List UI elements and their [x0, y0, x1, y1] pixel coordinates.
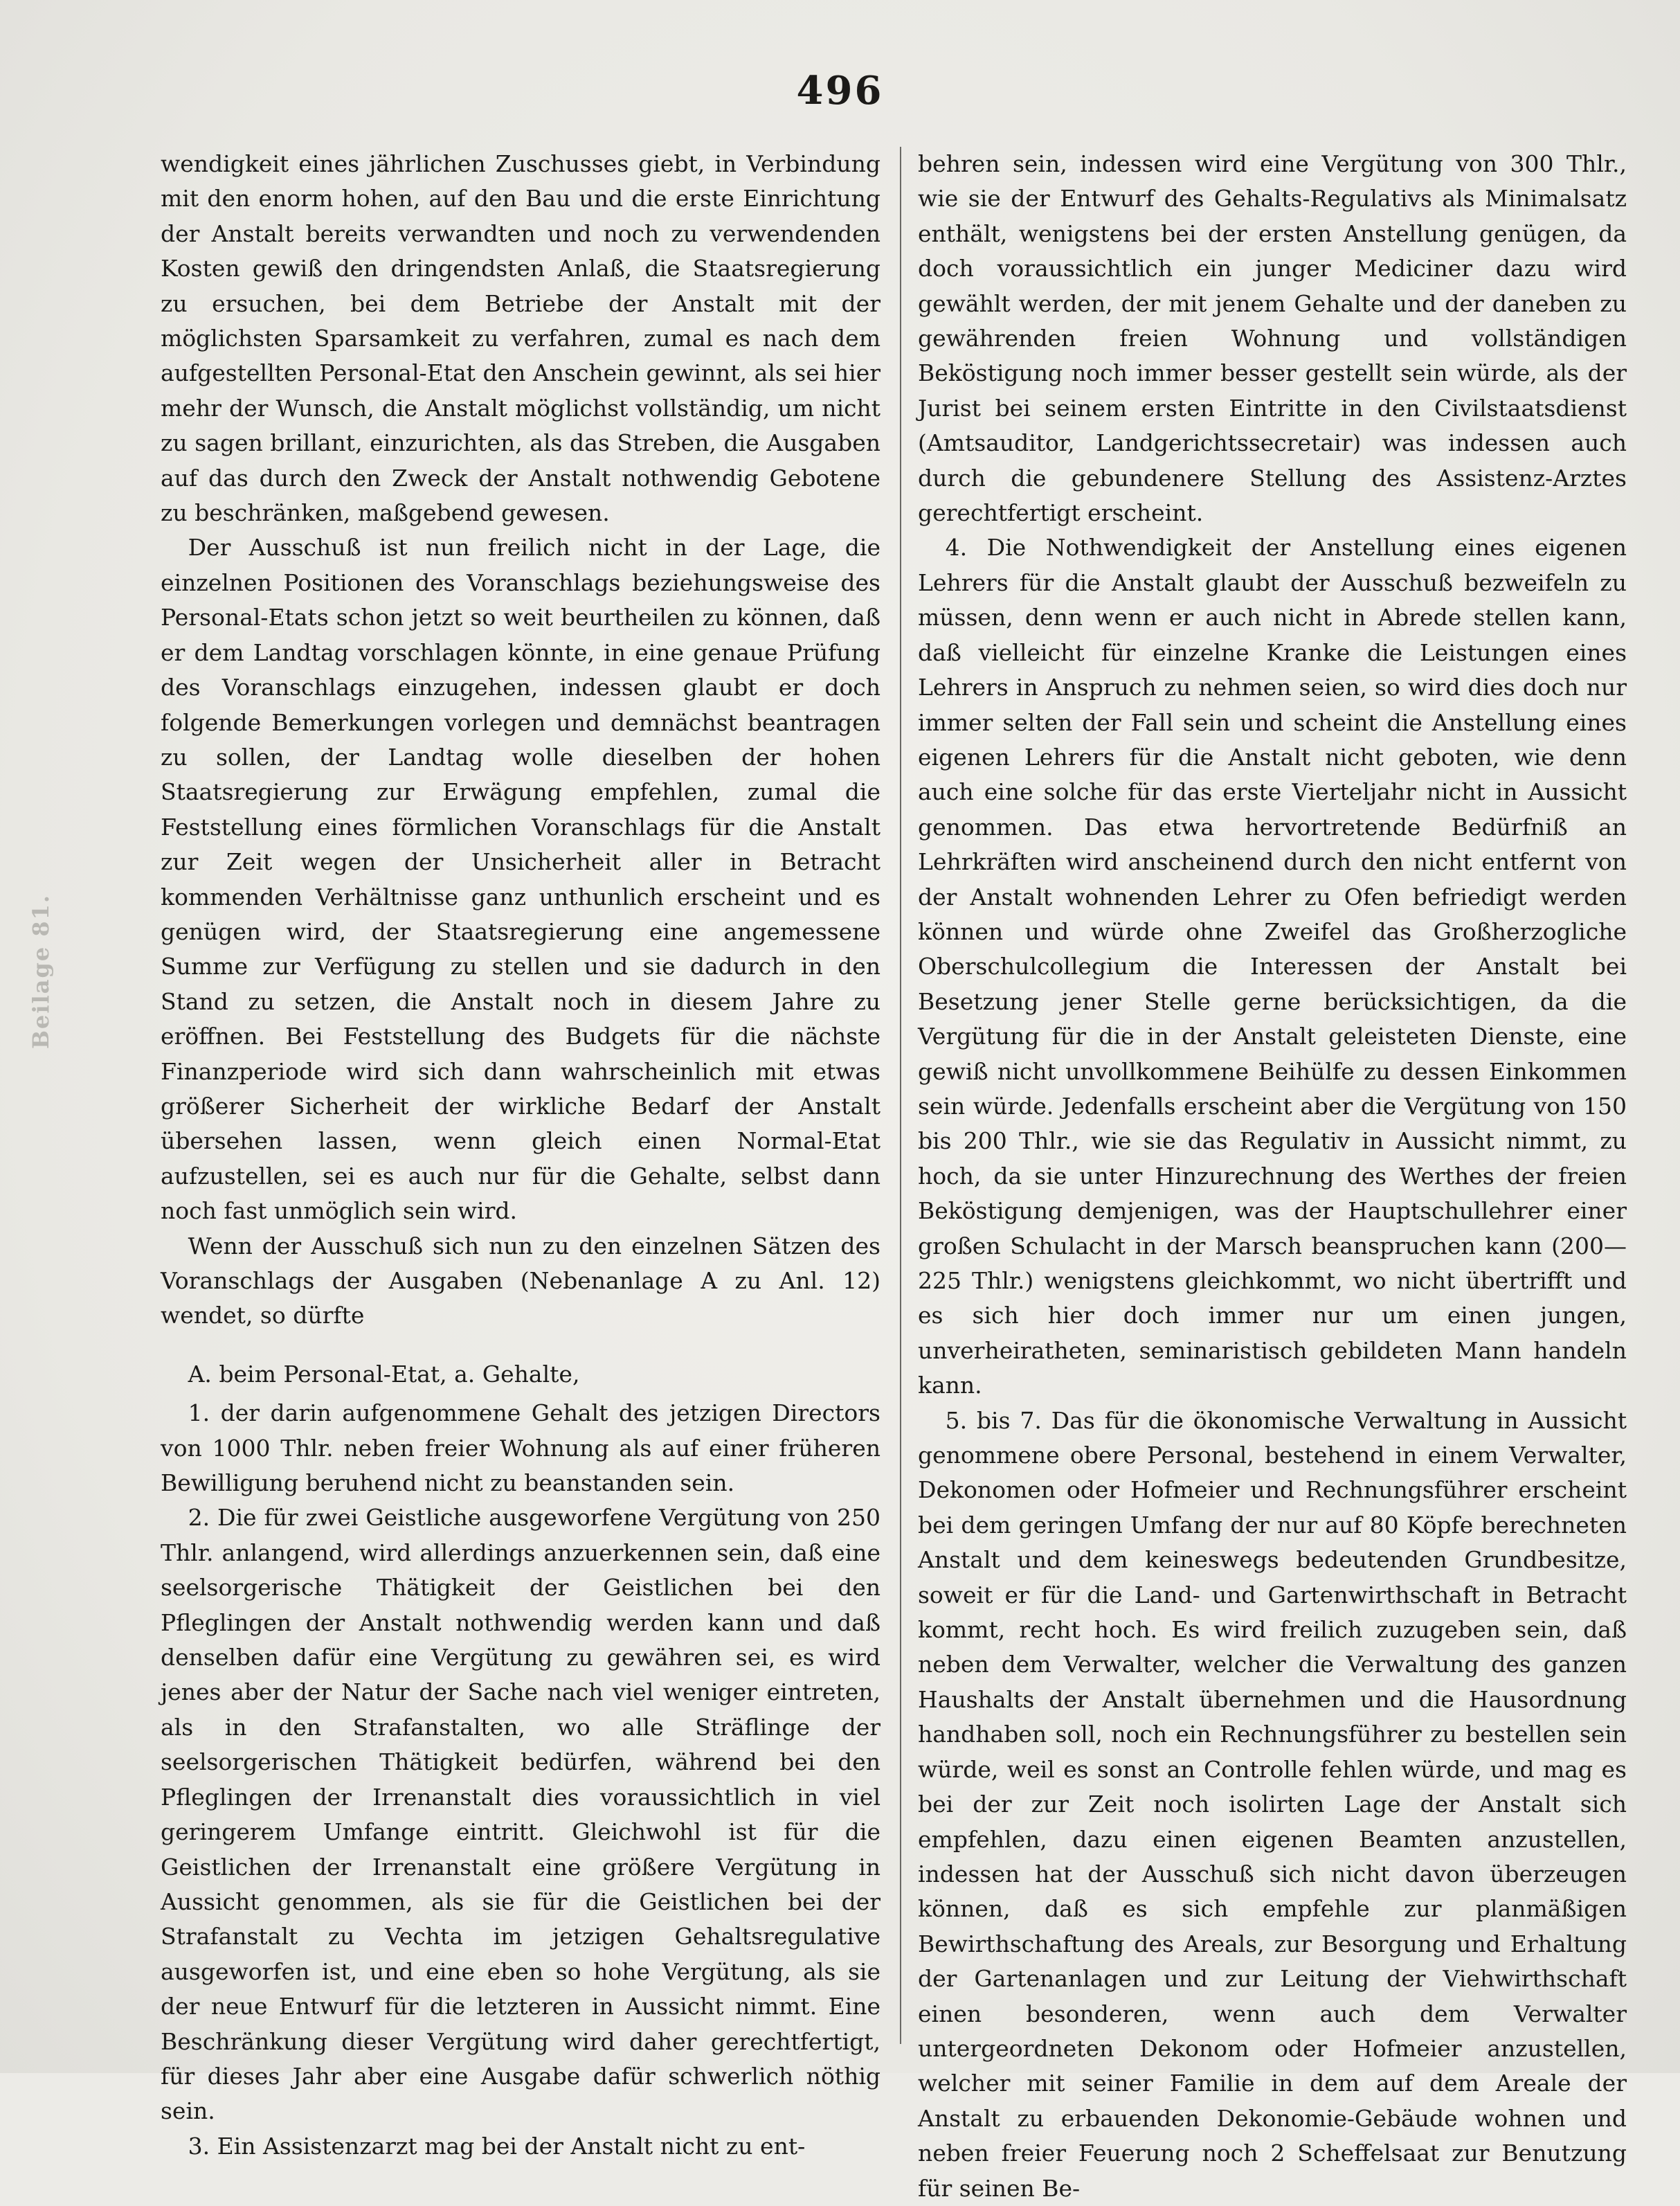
- right-column: [918, 147, 1627, 2206]
- left-column: [161, 147, 880, 2164]
- list-item: 3. Ein Assistenzarzt mag bei der Anstalt nicht zu ent-: [188, 2132, 806, 2160]
- margin-note: Beilage 81.: [28, 894, 54, 1049]
- list-item: 4. Die Nothwendigkeit der Anstellung eines eigenen Lehrers für die Anstalt glaubt der Ausschuß bezweifeln zu müssen, denn wenn er auch nicht in Abrede stellen kann, daß vielleicht für einzelne Kranke die Leistungen eines Lehrers in Anspruch zu nehmen seien, so wird dies doch nur immer selten der Fall sein und scheint die Anstellung eines eigenen Lehrers für die Anstalt nicht geboten, wie denn auch eine solche für das erste Vierteljahr nicht in Aussicht genommen. Das etwa hervortretende Bedürfniß an Lehrkräften wird anscheinend durch den nicht entfernt von der Anstalt wohnenden Lehrer zu Ofen befriedigt werden können und würde ohne Zweifel das Großherzogliche Oberschulcollegium die Interessen der Anstalt bei Besetzung jener Stelle gerne berücksichtigen, da die Vergütung für die in der Anstalt geleisteten Dienste, eine gewiß nicht unvollkommene Beihülfe zu dessen Einkommen sein würde. Jedenfalls erscheint aber die Vergütung von 150 bis 200 Thlr., wie sie das Regulativ in Aussicht nimmt, zu hoch, da sie unter Hinzurechnung des Werthes der freien Beköstigung demjenigen, was der Hauptschullehrer einer großen Schulacht in der Marsch beanspruchen kann (200—225 Thlr.) wenigstens gleichkommt, wo nicht übertrifft und es sich hier doch immer nur um einen jungen, unverheiratheten, seminaristisch gebildeten Mann handeln kann.: [918, 534, 1627, 1399]
- section-heading: A. beim Personal-Etat, a. Gehalte,: [188, 1360, 580, 1388]
- paragraph: behren sein, indessen wird eine Vergütung von 300 Thlr., wie sie der Entwurf des Gehalts-Regulativs als Minimalsatz enthält, wenigstens bei der ersten Anstellung genügen, da doch voraussichtlich ein junger Mediciner dazu wird gewählt werden, der mit jenem Gehalte und der daneben zu gewährenden freien Wohnung und vollständigen Beköstigung noch immer besser gestellt sein würde, als der Jurist bei seinem ersten Eintritte in den Civilstaatsdienst (Amtsauditor, Landgerichtssecretair) was indessen auch durch die gebundenere Stellung des Assistenz-Arztes gerechtfertigt erscheint.: [918, 150, 1627, 527]
- paragraph: Wenn der Ausschuß sich nun zu den einzelnen Sätzen des Voranschlags der Ausgaben (Nebenanlage A zu Anl. 12) wendet, so dürfte: [161, 1232, 880, 1329]
- paragraph: wendigkeit eines jährlichen Zuschusses giebt, in Verbindung mit den enorm hohen, auf den Bau und die erste Einrichtung der Anstalt bereits verwandten und noch zu verwendenden Kosten gewiß den dringendsten Anlaß, die Staatsregierung zu ersuchen, bei dem Betriebe der Anstalt mit der möglichsten Sparsamkeit zu verfahren, zumal es nach dem aufgestellten Personal-Etat den Anschein gewinnt, als sei hier mehr der Wunsch, die Anstalt möglichst vollständig, um nicht zu sagen brillant, einzurichten, als das Streben, die Ausgaben auf das durch den Zweck der Anstalt nothwendig Gebotene zu beschränken, maßgebend gewesen.: [161, 150, 880, 527]
- column-divider: [900, 147, 901, 2044]
- page-number: 496: [796, 68, 884, 114]
- list-item: 5. bis 7. Das für die ökonomische Verwaltung in Aussicht genommene obere Personal, bestehend in einem Verwalter, Dekonomen oder Hofmeier und Rechnungsführer erscheint bei dem geringen Umfang der nur auf 80 Köpfe berechneten Anstalt und dem keineswegs bedeutenden Grundbesitze, soweit er für die Land- und Gartenwirthschaft in Betracht kommt, recht hoch. Es wird freilich zuzugeben sein, daß neben dem Verwalter, welcher die Verwaltung des ganzen Haushalts der Anstalt übernehmen und die Hausordnung handhaben soll, noch ein Rechnungsführer zu bestellen sein würde, weil es sonst an Controlle fehlen würde, und mag es bei der zur Zeit noch isolirten Lage der Anstalt sich empfehlen, dazu einen eigenen Beamten anzustellen, indessen hat der Ausschuß sich nicht davon überzeugen können, daß es sich empfehle zur planmäßigen Bewirthschaftung des Areals, zur Besorgung und Erhaltung der Gartenanlagen und zur Leitung der Viehwirthschaft einen besonderen, wenn auch dem Verwalter untergeordneten Dekonom oder Hofmeier anzustellen, welcher mit seiner Familie in dem auf dem Areale der Anstalt zu erbauenden Dekonomie-Gebäude wohnen und neben freier Feuerung noch 2 Scheffelsaat zur Benutzung für seinen Be-: [918, 1406, 1627, 2202]
- paragraph: Der Ausschuß ist nun freilich nicht in der Lage, die einzelnen Positionen des Voranschlags beziehungsweise des Personal-Etats schon jetzt so weit beurtheilen zu können, daß er dem Landtag vorschlagen könnte, in eine genaue Prüfung des Voranschlags einzugehen, indessen glaubt er doch folgende Bemerkungen vorlegen und demnächst beantragen zu sollen, der Landtag wolle dieselben der hohen Staatsregierung zur Erwägung empfehlen, zumal die Feststellung eines förmlichen Voranschlags für die Anstalt zur Zeit wegen der Unsicherheit aller in Betracht kommenden Verhältnisse ganz unthunlich erscheint und es genügen wird, der Staatsregierung eine angemessene Summe zur Verfügung zu stellen und sie dadurch in den Stand zu setzen, die Anstalt noch in diesem Jahre zu eröffnen. Bei Feststellung des Budgets für die nächste Finanzperiode wird sich dann wahrscheinlich mit etwas größerer Sicherheit der wirkliche Bedarf der Anstalt übersehen lassen, wenn gleich einen Normal-Etat aufzustellen, sei es auch nur für die Gehalte, selbst dann noch fast unmöglich sein wird.: [161, 534, 880, 1225]
- list-item: 2. Die für zwei Geistliche ausgeworfene Vergütung von 250 Thlr. anlangend, wird allerdings anzuerkennen sein, daß eine seelsorgerische Thätigkeit der Geistlichen bei den Pfleglingen der Anstalt nothwendig werden kann und daß denselben dafür eine Vergütung zu gewähren sei, es wird jenes aber der Natur der Sache nach viel weniger eintreten, als in den Strafanstalten, wo alle Sträflinge der seelsorgerischen Thätigkeit bedürfen, während bei den Pfleglingen der Irrenanstalt dies voraussichtlich in viel geringerem Umfange eintritt. Gleichwohl ist für die Geistlichen der Irrenanstalt eine größere Vergütung in Aussicht genommen, als sie für die Geistlichen bei der Strafanstalt zu Vechta im jetzigen Gehaltsregulative ausgeworfen ist, und eine eben so hohe Vergütung, als sie der neue Entwurf für die letzteren in Aussicht nimmt. Eine Beschränkung dieser Vergütung wird daher gerechtfertigt, für dieses Jahr aber eine Ausgabe dafür schwerlich nöthig sein.: [161, 1504, 880, 2125]
- list-item: 1. der darin aufgenommene Gehalt des jetzigen Directors von 1000 Thlr. neben freier Wohnung als auf einer früheren Bewilligung beruhend nicht zu beanstanden sein.: [161, 1399, 880, 1497]
